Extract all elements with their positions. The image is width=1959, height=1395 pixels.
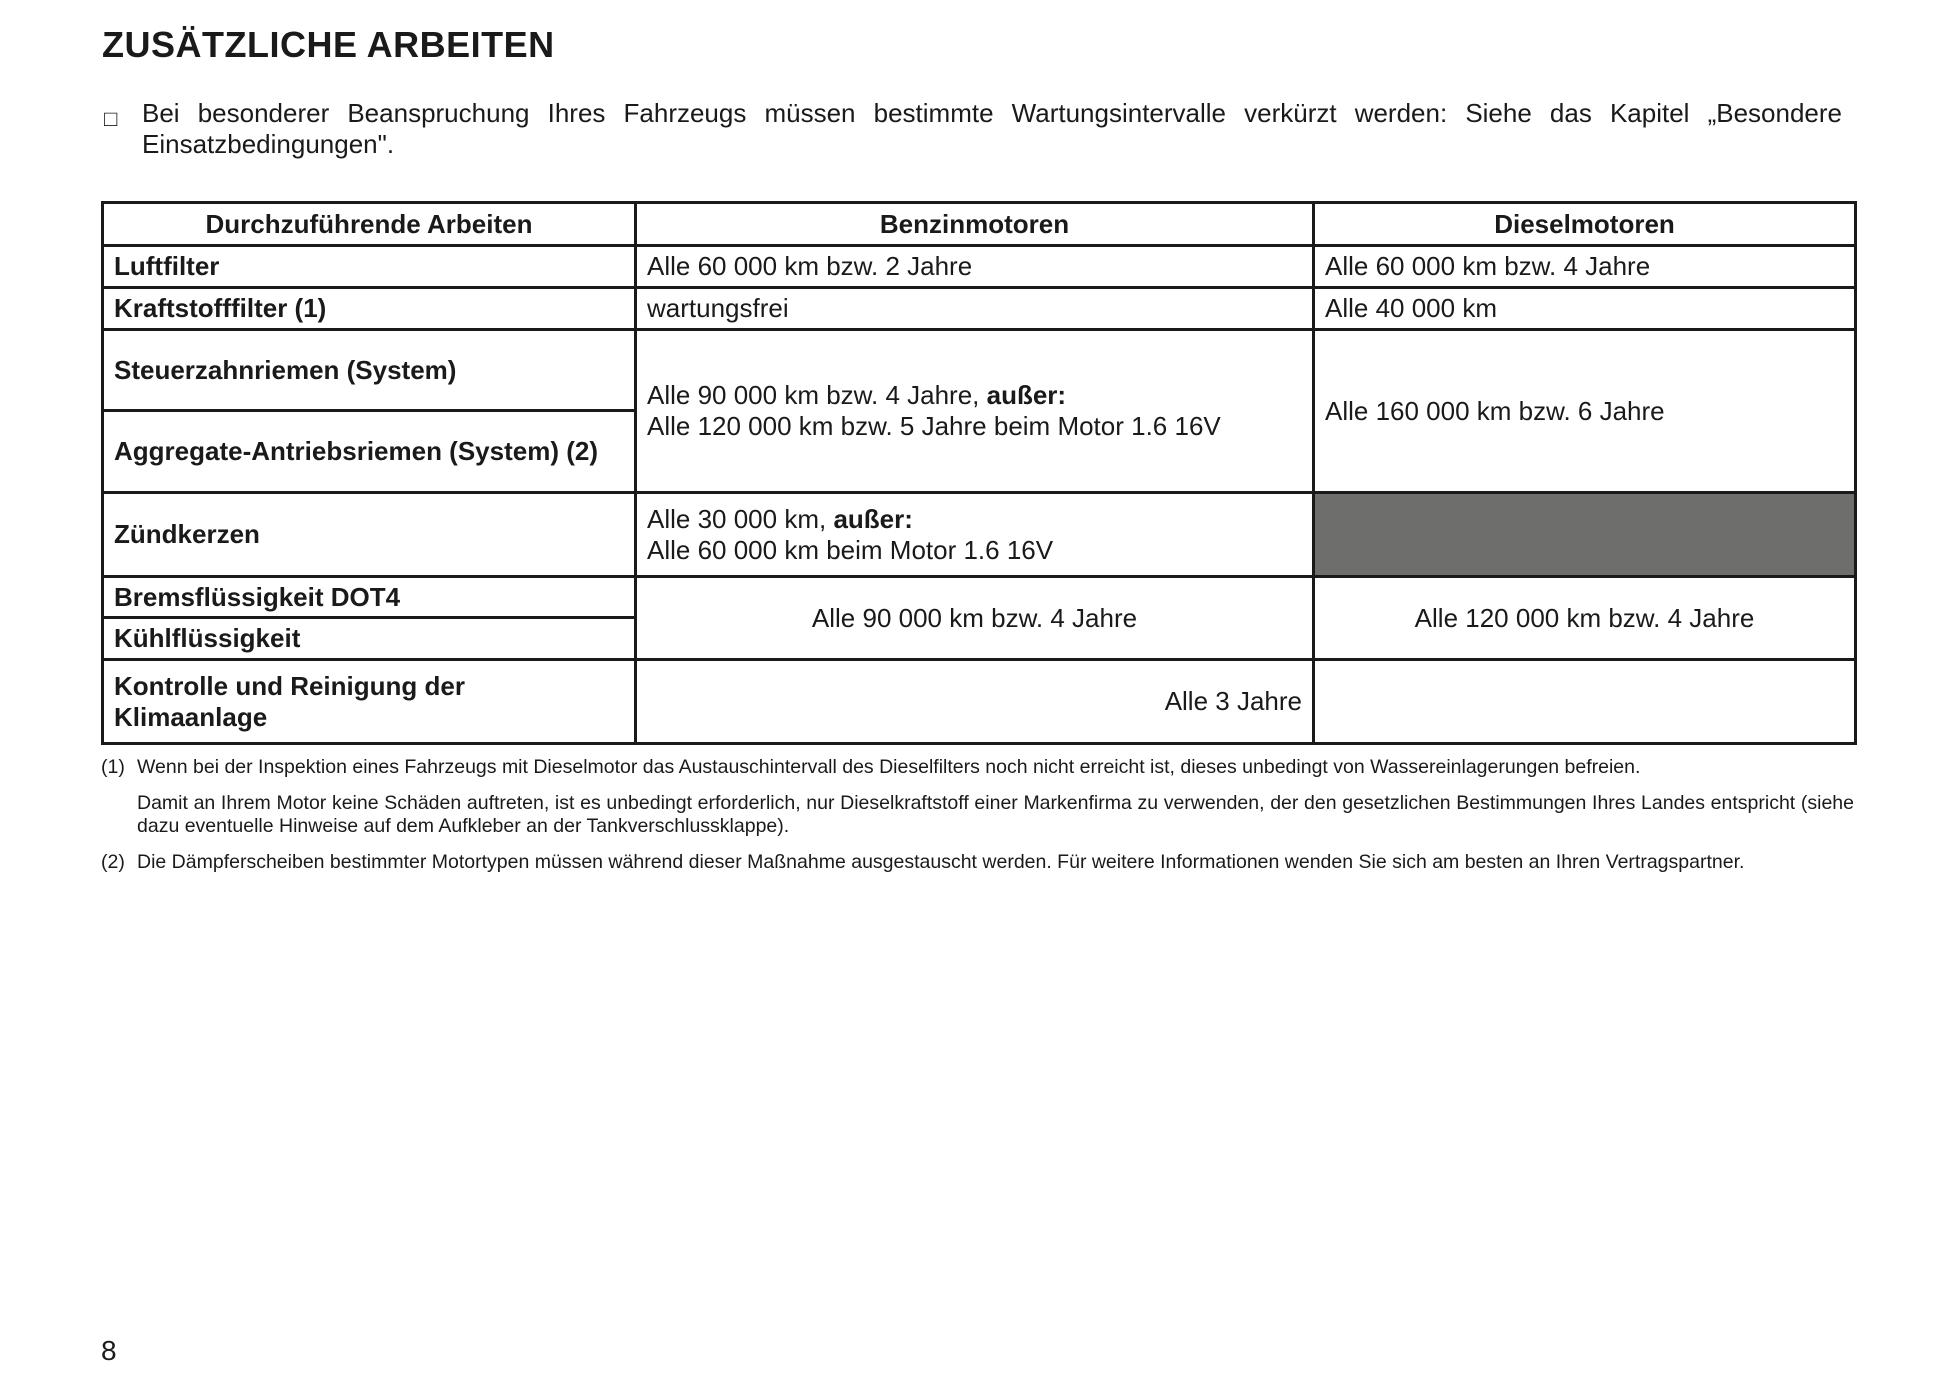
header-petrol: Benzinmotoren — [636, 203, 1314, 246]
footnote-number: (1) — [101, 756, 125, 778]
table-row — [103, 660, 1856, 744]
diesel-cell: Alle 40 000 km — [1314, 288, 1856, 330]
table-row — [103, 288, 1856, 330]
page-title: ZUSÄTZLICHE ARBEITEN — [102, 24, 555, 65]
task-cell: Bremsflüssigkeit DOT4 — [103, 577, 636, 618]
task-cell: Steuerzahnriemen (System) — [103, 330, 636, 411]
table-row — [103, 577, 1856, 618]
footnote-text: Die Dämpferscheiben bestimmter Motortypen müssen während dieser Maßnahme ausgestauscht werden. Für weitere Informationen wenden Sie sich am besten an Ihren Vertragspartner. — [137, 851, 1745, 873]
intro-paragraph — [102, 98, 1842, 160]
intro-text: Bei besonderer Beanspruchung Ihres Fahrzeugs müssen bestimmte Wartungsintervalle verkürzt werden: Siehe das Kapitel „Besondere Einsatzbedingungen". — [142, 98, 1842, 159]
header-diesel: Dieselmotoren — [1314, 203, 1856, 246]
footnotes — [101, 756, 1854, 887]
task-cell: Zündkerzen — [103, 493, 636, 577]
checkbox-bullet-icon: □ — [104, 106, 118, 131]
footnote-text: Wenn bei der Inspektion eines Fahrzeugs mit Dieselmotor das Austauschintervall des Dieselfilters noch nicht erreicht ist, dieses unbedingt von Wassereinlagerungen befreien. — [137, 756, 1641, 778]
cell-text-bold: außer: — [833, 503, 913, 534]
header-tasks: Durchzuführende Arbeiten — [103, 203, 636, 246]
cell-text: Alle 90 000 km bzw. 4 Jahre, — [647, 380, 987, 410]
petrol-cell — [636, 493, 1314, 577]
cell-text-bold: außer: — [986, 380, 1067, 410]
petrol-cell: Alle 3 Jahre — [636, 660, 1314, 744]
task-cell: Luftfilter — [103, 246, 636, 288]
task-cell: Aggregate-Antriebsriemen (System) (2) — [103, 411, 636, 493]
diesel-cell: Alle 160 000 km bzw. 6 Jahre — [1314, 330, 1856, 493]
petrol-cell: Alle 60 000 km bzw. 2 Jahre — [636, 246, 1314, 288]
maintenance-table — [101, 201, 1857, 745]
cell-text: Alle 120 000 km bzw. 5 Jahre beim Motor 1.6 16V — [647, 411, 1221, 441]
page-number: 8 — [101, 1335, 117, 1366]
diesel-cell: Alle 120 000 km bzw. 4 Jahre — [1314, 577, 1856, 660]
cell-text: Alle 30 000 km, — [647, 503, 834, 534]
table-row — [103, 246, 1856, 288]
diesel-cell-not-applicable — [1314, 493, 1856, 577]
footnote-text: Damit an Ihrem Motor keine Schäden auftreten, ist es unbedingt erforderlich, nur Dieselkraftstoff einer Markenfirma zu verwenden, der den gesetzlichen Bestimmungen Ihres Landes entspricht (siehe dazu eventuelle Hinweise auf dem Aufkleber an der Tankverschlussklappe). — [137, 792, 1854, 837]
table-header-row — [103, 203, 1856, 246]
table-row — [103, 330, 1856, 411]
table-row — [103, 493, 1856, 577]
footnote-1 — [101, 756, 1854, 838]
petrol-cell: Alle 90 000 km bzw. 4 Jahre — [636, 577, 1314, 660]
cell-text: Alle 60 000 km beim Motor 1.6 16V — [647, 534, 1054, 565]
diesel-cell: Alle 60 000 km bzw. 4 Jahre — [1314, 246, 1856, 288]
diesel-cell — [1314, 660, 1856, 744]
petrol-cell: wartungsfrei — [636, 288, 1314, 330]
task-cell: Kontrolle und Reinigung der Klimaanlage — [103, 660, 636, 744]
footnote-number: (2) — [101, 851, 125, 873]
task-cell: Kraftstofffilter (1) — [103, 288, 636, 330]
petrol-cell — [636, 330, 1314, 493]
task-cell: Kühlflüssigkeit — [103, 618, 636, 660]
footnote-2 — [101, 851, 1854, 874]
